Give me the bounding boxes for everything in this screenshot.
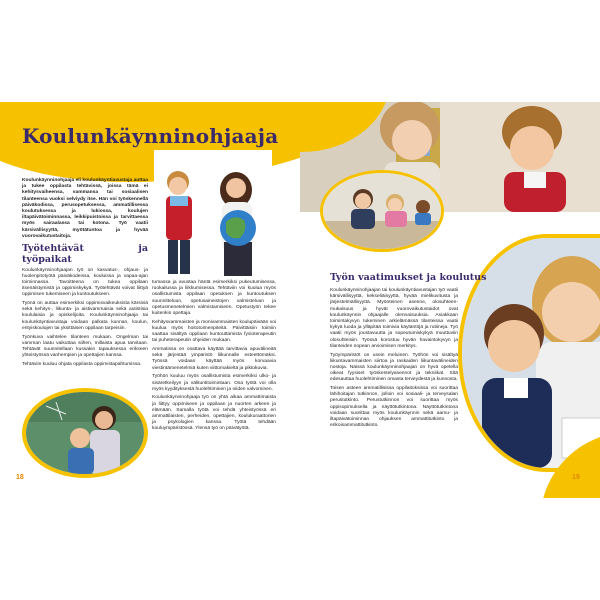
right-page: [300, 102, 600, 498]
right-column: [330, 288, 458, 432]
page-title: Koulunkäynninohjaaja: [22, 124, 279, 148]
left-column-2: [152, 280, 276, 435]
paragraph: Toisen asteen ammatillisissa oppilaitoksissa voi suorittaa lähihoitajan tutkinnon, jolloin voi sosiaali- ja terveysalan perustutkinto. Perustutkinnon voi suorittaa myös oppisopimuksella ja näyttötutkintona. Näyttötutkintona voidaan suorittaa myös koulunkäynnin sekä aamu- ja iltapäivätoiminnan ohjauksen ammattitutkinto ja erikoisammattitutkinto.: [330, 386, 458, 429]
paragraph: Koulunkäynninohjaajan tai koulunkäyntiavustajan työ vaatii kärsivällisyyttä, kekseliäisyyttä, hyvää mielikuvitusta ja järjestelmällisyyttä. Myönteinen asenne, olosuhteenmukaisuus ja hyvät vuorovaikutustaidot ovat koulunkäynnin ohjaajalle olennaisuuksia. Asiakkaan toimintakyvyn tukeminen arkielämässä tilanteissa vaatii kykyä luoda ja ylläpitää toimivia käytäntöjä ja rutiineja. Työ vaatii myös joustavuutta ja sopeutumiskykyä muuttuviin olosuhteisiin. Työssä korostuu hyvän havaintokyvyn ja tilanteiden nopean arvioimisen merkitys.: [330, 288, 458, 349]
paragraph: Tehtäviin kuuluu ohjata oppilasta oppimistapahtumissa.: [22, 361, 142, 367]
photo-classroom-oval: [320, 170, 444, 252]
intro-paragraph: Koulunkäynninohjaaja eli koulunkäyntiavustaja auttaa ja tukee oppilasta tehtävissä, joissa tämä ei kehitysvaiheensa, vammansa tai sosiaalisen tilanteensa vuoksi selviydy itse. Hän voi työskennellä päiväkodissa, perusopetuksessa, ammatillisessa koulutuksessa ja lukiossa, koulujen iltapäivätoiminnassa, leikkipuistoissa ja tarvittaessa myös sairaalassa tai kotona. Työ vaatii kärsivällisyyttä, myötätuntoa ja hyvää vuorovaikutustaitoja.: [22, 178, 148, 239]
photo-teacher-boy-smiling: [458, 234, 600, 472]
page-number-left: 18: [16, 474, 24, 481]
paragraph: tumassa ja avustaa häntä esimerkiksi pukeutumisessa, ruokailussa ja liikkumisessa. Tehtäviin voi kuulua myös osallistumista oppilaan opetuksen ja kuntoutuksen suunnitteluun, opetusaineistojen valmisteluun ja opetusmenetelmien valmistamiseen. Opetustyön tekee kuitenkin opettaja.: [152, 280, 276, 317]
paragraph: Työnkuva vaihtelee tilanteen mukaan. Ongelman tai vamman laatu vaikuttaa siihen, millaista apua tarvitaan. Tehtävät suunnitellaan kussakin tapauksessa erikseen yhteistyössä vanhempien ja opettajien kanssa.: [22, 334, 148, 359]
paragraph: Työympäristöt on usein meluinen. Työhön voi sisältyä liikuntavammaisten siirtoa ja raskaiden liikuntavälineiden nostoja. Näissä koulunkäynninohjaajan on hyvä opetella oikeat fyysiset työskentelyasennot ja tekniikat. Sitä edesauttaa huolehtiminen omasta terveydestä ja kunnosta.: [330, 352, 458, 383]
paragraph: Työhön kuuluu myös osallistumista esimerkiksi ulko- ja sisäretkeilyyn ja välituntitoimintaan. Osa työtä voi olla myös kyydityksestä huolehtiminen ja niiden valvominen.: [152, 374, 276, 392]
photo-teacher-boy-globe: [154, 150, 272, 276]
page-number-right: 19: [572, 474, 580, 481]
magazine-spread: [0, 102, 600, 498]
paragraph: Kehitysvammaisten ja monivammaisten koulupäivään voi kuulua myös hoitotoimenpiteitä. Päivittäisiin toimiin saattaa sisältyä oppilaan kuntouttamista fysioterapeutin tai puheterapeutin ohjeiden mukaan.: [152, 319, 276, 344]
paragraph: Työnä on auttaa esimerkiksi oppimisvaikeuksista kärsiviä sekä kehitys-, liikunta- ja aistivammaisia sekä autistisia koululaisia ja opiskelijoita. Koulunkäynninohjaaja tai koulunkäyntiavustaja voidaan palkata kunnan, koulun, erityiskoulujen tai yksittäisen oppilaan tarpeisiin.: [22, 301, 148, 331]
paragraph: Ammatissa on osattava käyttää tarvittavia apuvälineitä sekä järjestää ympäristö liikunnalle esteettömäksi. Työssä voidaan käyttää myös korvaavia viestintämenetelmiä kuten viittomakieltä ja piktokuvia.: [152, 347, 276, 371]
paragraph: Koulunkäynninohjaaja työ on yhtä aikaa ammattimaista ja liittyy oppimiseen ja oppilaan ja nuorten arkeen ja elämään. Samalla työtä voi tehdä yhteistyössä eri ammattilaisten, perheiden, opettajien, koulukuraattorien ja psykologien kanssa. Työtä tehdään kouluympäristössä. Ylensä työ on päivätyötä.: [152, 395, 276, 432]
left-column-1: [22, 178, 148, 371]
subheading-tasks: Työtehtävät ja työpaikat: [22, 242, 148, 265]
left-page: [0, 102, 300, 498]
subheading-requirements: Työn vaatimukset ja koulutus: [330, 272, 487, 283]
paragraph: Koulunkäynninohjaajan työ on kasvatus-, ohjaus- ja huolenpitotyötä päiväkodeissa, kouluissa ja vapaa-ajan toiminnassa. Tavoitteena on tukea oppilaan itsenäistymistä ja oppimiskykyä. Työtehtävät voivat liittyä oppimisen tukemiseen ja kuntoutukseen.: [22, 267, 148, 298]
photo-child-chalkboard: [22, 388, 148, 478]
